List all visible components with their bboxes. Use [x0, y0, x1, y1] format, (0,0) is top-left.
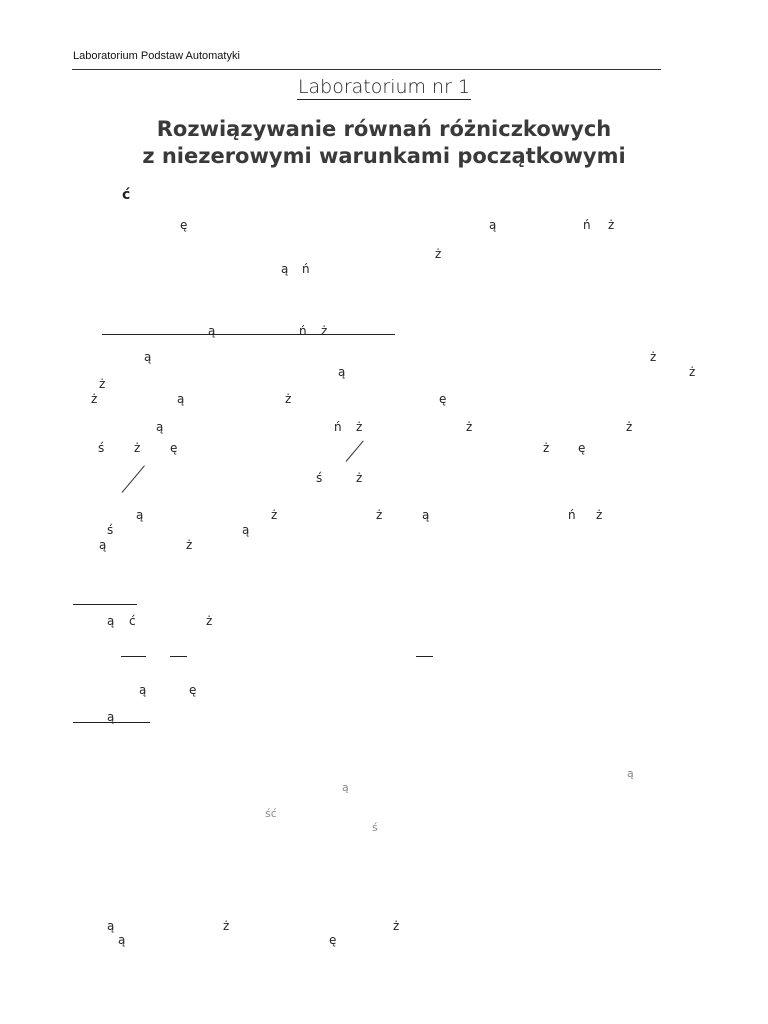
- slash-mark: [346, 440, 364, 461]
- course-name: Laboratorium Podstaw Automatyki: [73, 50, 240, 62]
- body-glyph: ą: [422, 508, 430, 522]
- body-glyph: ą: [107, 710, 115, 724]
- body-glyph: ż: [321, 324, 328, 338]
- body-glyph: ę: [439, 392, 447, 406]
- lab-number-text: Laboratorium nr 1: [297, 76, 471, 98]
- body-glyph: ż: [650, 350, 657, 364]
- body-glyph: ą: [107, 614, 115, 628]
- body-glyph: ą: [489, 218, 497, 232]
- body-glyph: ś: [316, 471, 323, 485]
- body-glyph: ą: [144, 350, 152, 364]
- body-glyph: ż: [435, 247, 442, 261]
- body-glyph: ż: [285, 392, 292, 406]
- body-glyph: ż: [626, 420, 633, 434]
- heading-underline: [102, 334, 395, 335]
- body-glyph: ą: [156, 420, 164, 434]
- document-title-line-2: z niezerowymi warunkami początkowymi: [142, 144, 626, 168]
- body-glyph: ą: [177, 392, 185, 406]
- body-glyph: ż: [466, 420, 473, 434]
- body-glyph: ń: [334, 420, 342, 434]
- body-glyph: ń: [302, 262, 310, 276]
- body-glyph: ń: [568, 508, 576, 522]
- document-title-line-1: Rozwiązywanie równań różniczkowych: [156, 117, 612, 141]
- body-glyph: ę: [578, 441, 586, 455]
- body-glyph: ż: [356, 471, 363, 485]
- body-glyph: ń: [299, 324, 307, 338]
- body-glyph: ę: [329, 933, 337, 947]
- body-glyph: ż: [608, 218, 615, 232]
- heading-underline: [73, 722, 150, 723]
- body-glyph: ą: [338, 365, 346, 379]
- header-divider: [72, 69, 661, 70]
- lab-number-heading: [0, 76, 768, 98]
- body-glyph: ą: [208, 324, 216, 338]
- fraction-bar: [170, 656, 187, 657]
- body-glyph: ą: [118, 933, 126, 947]
- body-glyph: ż: [134, 441, 141, 455]
- body-glyph: ą: [342, 781, 349, 794]
- body-glyph: ż: [99, 377, 106, 391]
- fraction-bar: [416, 656, 433, 657]
- body-glyph: ć: [122, 187, 131, 203]
- body-glyph: ż: [271, 508, 278, 522]
- section-rule: [73, 604, 137, 605]
- body-glyph: ść: [265, 807, 277, 820]
- fraction-bar: [121, 656, 146, 657]
- body-glyph: ż: [543, 441, 550, 455]
- body-glyph: ę: [170, 441, 178, 455]
- body-glyph: ż: [376, 508, 383, 522]
- body-glyph: ą: [242, 523, 250, 537]
- body-glyph: ż: [596, 508, 603, 522]
- body-glyph: ż: [91, 392, 98, 406]
- body-glyph: ą: [99, 538, 107, 552]
- body-glyph: ż: [223, 919, 230, 933]
- body-glyph: ą: [627, 767, 634, 780]
- body-glyph: ż: [186, 538, 193, 552]
- body-glyph: ś: [372, 821, 378, 834]
- body-glyph: ż: [689, 365, 696, 379]
- body-glyph: ą: [281, 262, 289, 276]
- body-glyph: ą: [107, 919, 115, 933]
- body-glyph: ż: [206, 614, 213, 628]
- body-glyph: ń: [583, 218, 591, 232]
- body-glyph: ę: [180, 218, 188, 232]
- body-glyph: ć: [129, 614, 136, 628]
- body-glyph: ą: [136, 508, 144, 522]
- body-glyph: ż: [356, 420, 363, 434]
- body-glyph: ę: [189, 683, 197, 697]
- body-glyph: ż: [393, 919, 400, 933]
- body-glyph: ś: [107, 523, 114, 537]
- body-glyph: ś: [98, 441, 105, 455]
- body-glyph: ą: [139, 683, 147, 697]
- slash-mark: [122, 465, 145, 492]
